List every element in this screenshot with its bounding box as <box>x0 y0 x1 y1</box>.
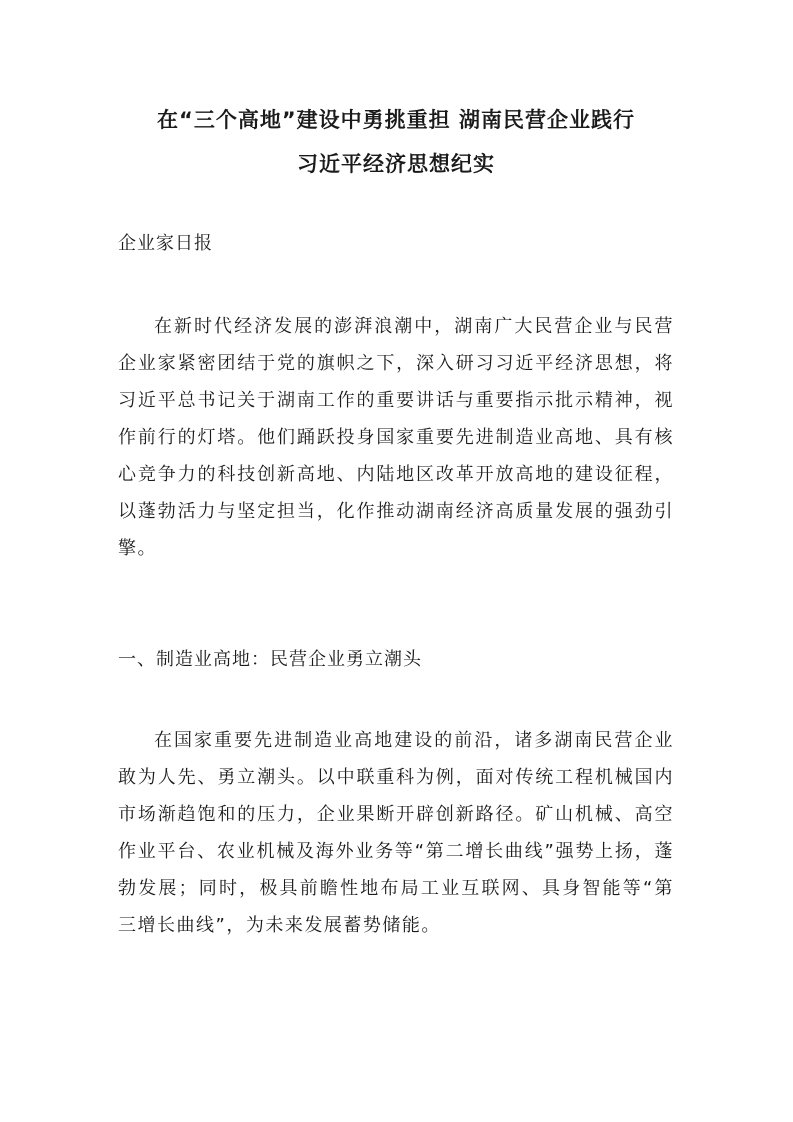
article-title <box>118 98 674 186</box>
article-title-line-1: 在“三个高地”建设中勇挑重担 湖南民营企业践行 <box>157 108 635 132</box>
article-source: 企业家日报 <box>118 233 213 254</box>
paragraph-manufacturing: 在国家重要先进制造业高地建设的前沿，诸多湖南民营企业敢为人先、勇立潮头。以中联重科为例，面对传统工程机械国内市场渐趋饱和的压力，企业果断开辟创新路径。矿山机械、高空作业平台、农业机械及海外业务等“第二增长曲线”强势上扬，蓬勃发展；同时，极具前瞻性地布局工业互联网、具身智能等“第三增长曲线”，为未来发展蓄势储能。 <box>118 730 674 936</box>
article-title-line-2: 习近平经济思想纪实 <box>297 152 495 176</box>
section-heading-manufacturing: 一、制造业高地：民营企业勇立潮头 <box>118 649 422 670</box>
paragraph-intro: 在新时代经济发展的澎湃浪潮中，湖南广大民营企业与民营企业家紧密团结于党的旗帜之下，深入研习习近平经济思想，将习近平总书记关于湖南工作的重要讲话与重要指示批示精神，视作前行的灯塔。他们踊跃投身国家重要先进制造业高地、具有核心竞争力的科技创新高地、内陆地区改革开放高地的建设征程，以蓬勃活力与坚定担当，化作推动湖南经济高质量发展的强劲引擎。 <box>118 316 674 559</box>
document-page <box>118 98 674 936</box>
